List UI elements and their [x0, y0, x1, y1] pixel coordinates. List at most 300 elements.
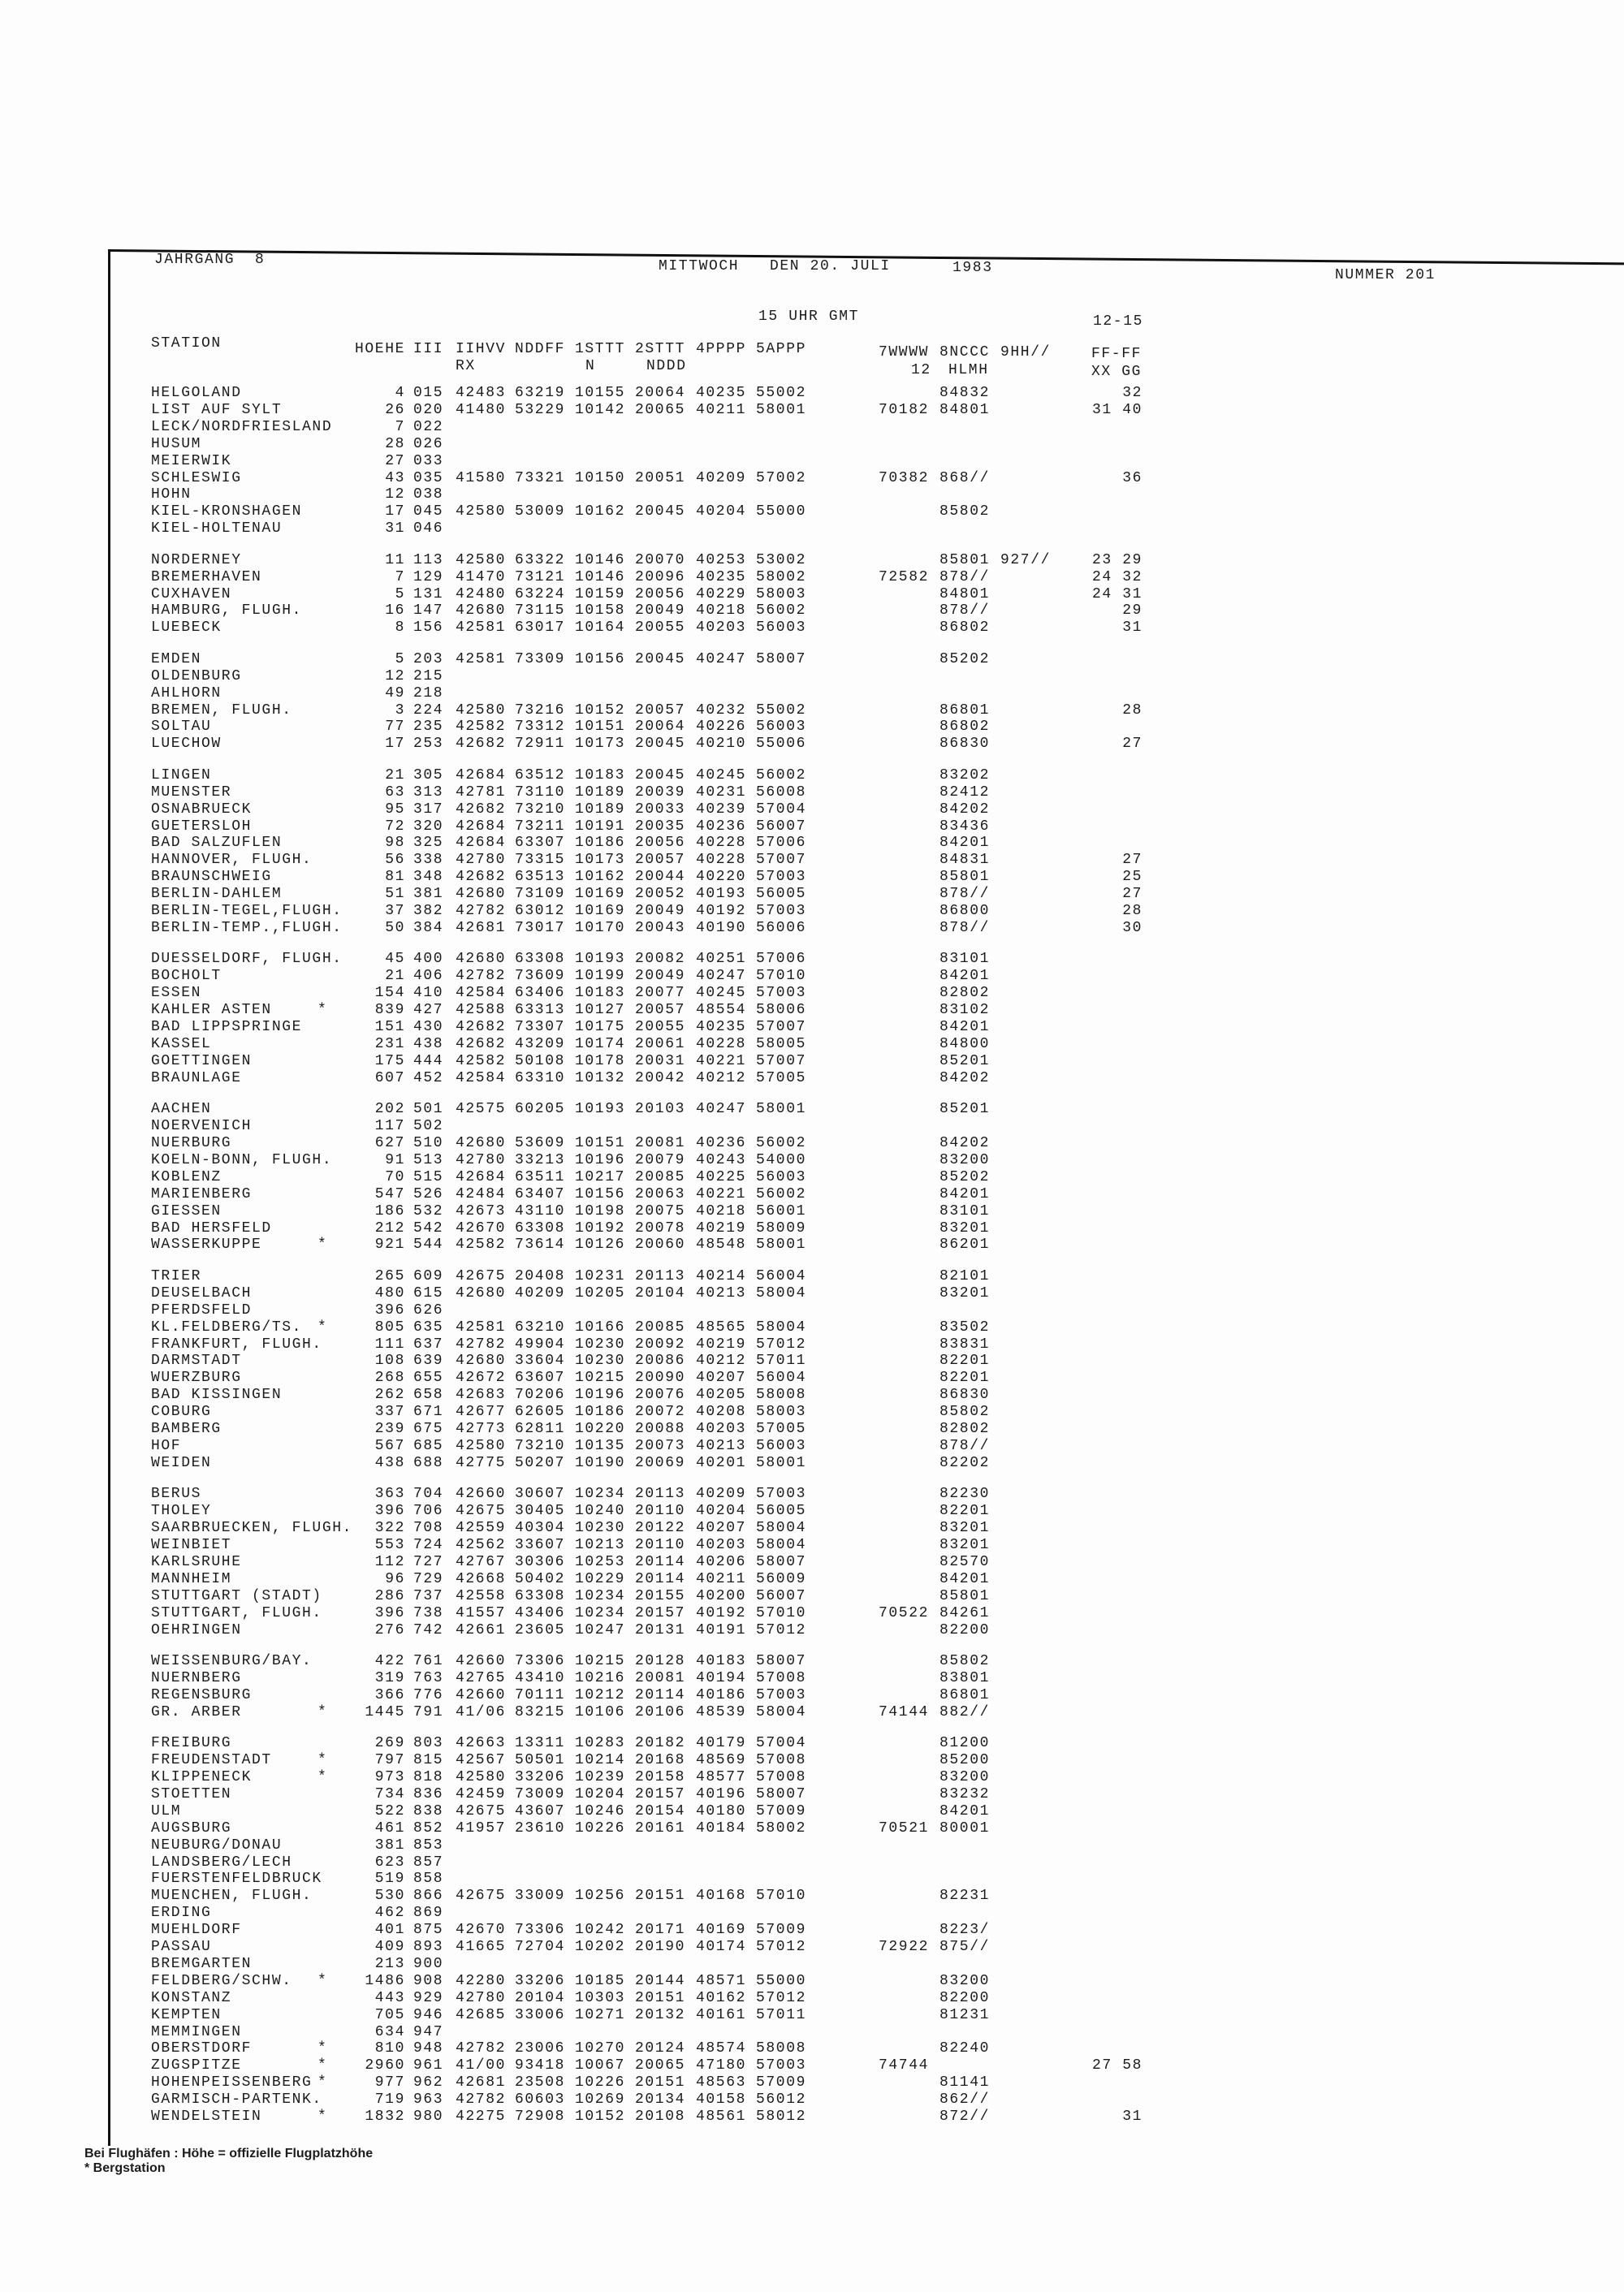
- station-name: OLDENBURG: [151, 667, 242, 684]
- table-row: [0, 1803, 1218, 1820]
- synop-group-4: 20033: [635, 801, 686, 818]
- table-row: [0, 685, 1218, 702]
- synop-group-6: 58002: [756, 1819, 807, 1837]
- station-name: MUENCHEN, FLUGH.: [151, 1888, 313, 1905]
- station-name: ZUGSPITZE: [151, 2057, 242, 2074]
- table-row: [0, 736, 1218, 753]
- station-index: 685: [413, 1437, 444, 1454]
- station-index: 400: [413, 951, 444, 968]
- cloud-group: 875//: [939, 1939, 991, 1955]
- cloud-group: 85802: [939, 1404, 991, 1421]
- cloud-group: 84801: [939, 585, 991, 602]
- synop-group-1: 42684: [456, 835, 507, 852]
- synop-group-2: 63219: [515, 385, 566, 401]
- synop-group-1: 42582: [456, 719, 507, 736]
- synop-group-1: 42575: [456, 1101, 507, 1118]
- station-name: FUERSTENFELDBRUCK: [151, 1871, 322, 1888]
- cloud-group: 83831: [939, 1336, 991, 1353]
- cloud-group: 83101: [939, 1202, 991, 1219]
- col-w8-sub: HLMH: [948, 362, 989, 378]
- station-height: 11: [385, 551, 405, 568]
- station-height: 634: [374, 2023, 405, 2040]
- synop-group-1: 42584: [456, 1069, 507, 1086]
- station-index: 727: [413, 1553, 444, 1570]
- cloud-group: 82240: [939, 2040, 991, 2057]
- station-name: SCHLESWIG: [151, 469, 242, 486]
- table-row: [0, 1053, 1218, 1070]
- station-height: 91: [385, 1151, 405, 1168]
- synop-group-2: 62811: [515, 1421, 566, 1437]
- cloud-group: 81231: [939, 2006, 991, 2023]
- station-index: 452: [413, 1069, 444, 1086]
- synop-group-2: 72908: [515, 2109, 566, 2125]
- synop-group-1: 41/06: [456, 1703, 507, 1720]
- station-index: 869: [413, 1905, 444, 1922]
- cloud-group: 84801: [939, 401, 991, 418]
- synop-group-3: 10193: [575, 951, 626, 968]
- mountain-station-mark: *: [317, 1769, 328, 1785]
- synop-group-3: 10215: [575, 1370, 626, 1387]
- synop-group-2: 63607: [515, 1370, 566, 1387]
- table-row: [0, 1554, 1218, 1571]
- synop-group-2: 43110: [515, 1202, 566, 1219]
- synop-group-6: 57012: [756, 1939, 807, 1955]
- station-name: WENDELSTEIN: [151, 2109, 262, 2125]
- mountain-station-mark: *: [317, 2074, 328, 2091]
- synop-group-1: 42661: [456, 1621, 507, 1638]
- station-name: AUGSBURG: [151, 1819, 232, 1837]
- station-height: 719: [374, 2091, 405, 2109]
- gust-values: 24 32: [1091, 568, 1142, 585]
- station-height: 530: [374, 1888, 405, 1905]
- cloud-group: 85201: [939, 1052, 991, 1069]
- synop-group-3: 10229: [575, 1570, 626, 1587]
- station-name: COBURG: [151, 1404, 212, 1421]
- col-ff: FF-FF: [1091, 346, 1142, 362]
- station-height: 4: [395, 385, 405, 401]
- synop-group-3: 10173: [575, 736, 626, 753]
- synop-group-2: 60603: [515, 2091, 566, 2109]
- col-g4: 2STTT: [635, 341, 686, 357]
- synop-group-3: 10234: [575, 1604, 626, 1621]
- synop-group-4: 20113: [635, 1486, 686, 1503]
- station-height: 231: [374, 1035, 405, 1052]
- table-row: [0, 1387, 1218, 1404]
- synop-group-6: 57003: [756, 2057, 807, 2074]
- station-height: 607: [374, 1069, 405, 1086]
- synop-group-5: 40209: [696, 1486, 747, 1503]
- table-row: [0, 1786, 1218, 1803]
- station-index: 724: [413, 1537, 444, 1553]
- synop-group-4: 20154: [635, 1802, 686, 1819]
- station-index: 637: [413, 1336, 444, 1353]
- station-index: 708: [413, 1520, 444, 1537]
- station-height: 77: [385, 719, 405, 736]
- synop-group-1: 42675: [456, 1267, 507, 1284]
- table-row: [0, 1135, 1218, 1152]
- col-w9: 9HH//: [1000, 344, 1052, 360]
- synop-group-5: 40169: [696, 1922, 747, 1939]
- station-height: 366: [374, 1686, 405, 1703]
- synop-group-6: 58012: [756, 2109, 807, 2125]
- station-height: 17: [385, 736, 405, 753]
- synop-group-4: 20081: [635, 1135, 686, 1151]
- station-height: 396: [374, 1604, 405, 1621]
- station-index: 235: [413, 719, 444, 736]
- synop-group-5: 40228: [696, 835, 747, 852]
- table-row: [0, 1871, 1218, 1888]
- synop-group-1: 42275: [456, 2109, 507, 2125]
- table-row: [0, 818, 1218, 835]
- station-name: BERLIN-DAHLEM: [151, 886, 283, 903]
- synop-group-1: 42680: [456, 951, 507, 968]
- cloud-group: 84201: [939, 1019, 991, 1035]
- synop-group-2: 73009: [515, 1785, 566, 1802]
- synop-group-2: 63511: [515, 1168, 566, 1185]
- synop-group-6: 57005: [756, 1069, 807, 1086]
- cloud-group: 83201: [939, 1520, 991, 1537]
- synop-group-3: 10196: [575, 1151, 626, 1168]
- cloud-group: 878//: [939, 602, 991, 619]
- synop-group-4: 20065: [635, 2057, 686, 2074]
- synop-group-4: 20077: [635, 985, 686, 1002]
- cloud-group: 82230: [939, 1486, 991, 1503]
- synop-group-2: 33206: [515, 1972, 566, 1989]
- station-height: 401: [374, 1922, 405, 1939]
- synop-group-2: 50402: [515, 1570, 566, 1587]
- synop-group-5: 40210: [696, 736, 747, 753]
- table-row: [0, 1837, 1218, 1854]
- synop-group-5: 48569: [696, 1752, 747, 1769]
- station-name: BREMEN, FLUGH.: [151, 701, 292, 719]
- synop-group-6: 58007: [756, 650, 807, 667]
- station-name: ESSEN: [151, 985, 202, 1002]
- gust-values: 31: [1122, 2109, 1142, 2125]
- table-row: [0, 801, 1218, 818]
- table-row: [0, 569, 1218, 586]
- synop-group-1: 42782: [456, 1336, 507, 1353]
- synop-group-4: 20045: [635, 766, 686, 783]
- station-height: 27: [385, 452, 405, 469]
- cloud-group: 84201: [939, 968, 991, 985]
- synop-group-3: 10283: [575, 1735, 626, 1752]
- synop-group-3: 10247: [575, 1621, 626, 1638]
- station-height: 31: [385, 520, 405, 537]
- synop-group-5: 40174: [696, 1939, 747, 1955]
- station-name: GUETERSLOH: [151, 818, 253, 835]
- synop-group-6: 58004: [756, 1703, 807, 1720]
- table-row: [0, 719, 1218, 736]
- synop-group-6: 56007: [756, 1587, 807, 1604]
- synop-group-1: 42681: [456, 919, 507, 936]
- station-height: 438: [374, 1454, 405, 1471]
- synop-group-1: 42660: [456, 1653, 507, 1669]
- table-row: [0, 1070, 1218, 1087]
- table-row: [0, 1605, 1218, 1622]
- station-index: 427: [413, 1002, 444, 1019]
- synop-group-3: 10189: [575, 801, 626, 818]
- synop-group-3: 10196: [575, 1387, 626, 1404]
- synop-group-1: 41/00: [456, 2057, 507, 2074]
- synop-group-2: 73609: [515, 968, 566, 985]
- station-height: 17: [385, 503, 405, 520]
- synop-group-1: 41580: [456, 469, 507, 486]
- synop-group-4: 20045: [635, 736, 686, 753]
- weather-group: 70521: [879, 1819, 930, 1837]
- station-index: 026: [413, 435, 444, 452]
- station-height: 117: [374, 1118, 405, 1135]
- synop-group-6: 57007: [756, 1019, 807, 1035]
- col-g3-sub: N: [585, 358, 596, 374]
- table-row: [0, 419, 1218, 436]
- synop-group-4: 20060: [635, 1237, 686, 1254]
- synop-group-3: 10185: [575, 1972, 626, 1989]
- synop-group-2: 73210: [515, 1437, 566, 1454]
- synop-group-2: 13311: [515, 1735, 566, 1752]
- synop-group-4: 20103: [635, 1101, 686, 1118]
- station-name: LIST AUF SYLT: [151, 401, 283, 418]
- synop-group-3: 10271: [575, 2006, 626, 2023]
- synop-group-5: 40229: [696, 585, 747, 602]
- station-height: 522: [374, 1802, 405, 1819]
- synop-group-3: 10183: [575, 985, 626, 1002]
- mountain-station-mark: *: [317, 2109, 328, 2125]
- synop-group-5: 40192: [696, 1604, 747, 1621]
- station-name: MARIENBERG: [151, 1185, 253, 1202]
- synop-group-3: 10169: [575, 903, 626, 919]
- synop-group-3: 10142: [575, 401, 626, 418]
- table-row: [0, 1455, 1218, 1472]
- synop-group-2: 93418: [515, 2057, 566, 2074]
- cloud-group: 82201: [939, 1503, 991, 1520]
- station-height: 12: [385, 667, 405, 684]
- synop-group-5: 40204: [696, 1503, 747, 1520]
- synop-group-3: 10230: [575, 1336, 626, 1353]
- station-name: LINGEN: [151, 766, 212, 783]
- synop-group-4: 20064: [635, 385, 686, 401]
- station-height: 202: [374, 1101, 405, 1118]
- synop-group-5: 40203: [696, 619, 747, 637]
- synop-group-6: 56005: [756, 886, 807, 903]
- table-row: [0, 1237, 1218, 1254]
- synop-group-5: 40201: [696, 1454, 747, 1471]
- station-name: LUECHOW: [151, 736, 222, 753]
- station-height: 443: [374, 1989, 405, 2006]
- station-name: FREIBURG: [151, 1735, 232, 1752]
- station-height: 269: [374, 1735, 405, 1752]
- synop-group-5: 40214: [696, 1267, 747, 1284]
- table-row: [0, 1353, 1218, 1370]
- synop-group-2: 49904: [515, 1336, 566, 1353]
- cloud-group: 82101: [939, 1267, 991, 1284]
- synop-group-2: 30607: [515, 1486, 566, 1503]
- station-height: 480: [374, 1284, 405, 1301]
- table-row: [0, 1653, 1218, 1670]
- table-row: [0, 1268, 1218, 1285]
- synop-group-4: 20073: [635, 1437, 686, 1454]
- cloud-group: 84800: [939, 1035, 991, 1052]
- station-name: GIESSEN: [151, 1202, 222, 1219]
- synop-group-4: 20171: [635, 1922, 686, 1939]
- synop-group-4: 20128: [635, 1653, 686, 1669]
- synop-group-4: 20124: [635, 2040, 686, 2057]
- cloud-group: 868//: [939, 469, 991, 486]
- synop-group-1: 42580: [456, 503, 507, 520]
- gust-values: 32: [1122, 385, 1142, 401]
- table-row: [0, 1537, 1218, 1554]
- synop-group-5: 40236: [696, 1135, 747, 1151]
- table-row: [0, 1670, 1218, 1687]
- table-row: [0, 1571, 1218, 1588]
- station-index: 438: [413, 1035, 444, 1052]
- synop-group-1: 42581: [456, 1319, 507, 1336]
- synop-group-6: 57007: [756, 852, 807, 869]
- station-index: 929: [413, 1989, 444, 2006]
- table-row: [0, 668, 1218, 685]
- station-index: 218: [413, 684, 444, 701]
- synop-group-5: 40221: [696, 1052, 747, 1069]
- station-name: BERLIN-TEGEL,FLUGH.: [151, 903, 343, 919]
- station-name: BAD LIPPSPRINGE: [151, 1019, 303, 1035]
- station-index: 838: [413, 1802, 444, 1819]
- station-name: AACHEN: [151, 1101, 212, 1118]
- synop-group-4: 20106: [635, 1703, 686, 1720]
- table-row: [0, 1118, 1218, 1135]
- synop-group-3: 10183: [575, 766, 626, 783]
- synop-group-2: 33009: [515, 1888, 566, 1905]
- station-index: 381: [413, 886, 444, 903]
- synop-group-5: 48577: [696, 1769, 747, 1785]
- synop-group-6: 57010: [756, 968, 807, 985]
- synop-group-1: 42660: [456, 1686, 507, 1703]
- synop-group-4: 20104: [635, 1284, 686, 1301]
- station-index: 738: [413, 1604, 444, 1621]
- station-height: 5: [395, 585, 405, 602]
- synop-group-5: 40213: [696, 1437, 747, 1454]
- synop-group-5: 40253: [696, 551, 747, 568]
- synop-group-1: 42682: [456, 736, 507, 753]
- gust-values: 27: [1122, 736, 1142, 753]
- synop-group-6: 56003: [756, 619, 807, 637]
- weather-group: 70522: [879, 1604, 930, 1621]
- synop-group-2: 23006: [515, 2040, 566, 2057]
- table-row: [0, 1503, 1218, 1520]
- table-row: [0, 2040, 1218, 2057]
- station-index: 688: [413, 1454, 444, 1471]
- station-name: LANDSBERG/LECH: [151, 1854, 292, 1871]
- synop-group-3: 10155: [575, 385, 626, 401]
- synop-group-1: 42670: [456, 1219, 507, 1237]
- year: 1983: [952, 260, 993, 276]
- synop-group-6: 58001: [756, 401, 807, 418]
- extra-group: 927//: [1000, 551, 1052, 568]
- col-w7-sub: 12: [911, 362, 931, 378]
- station-index: 852: [413, 1819, 444, 1837]
- station-height: 627: [374, 1135, 405, 1151]
- synop-group-3: 10162: [575, 869, 626, 886]
- station-name: HOHENPEISSENBERG: [151, 2074, 313, 2091]
- station-height: 265: [374, 1267, 405, 1284]
- synop-group-2: 73614: [515, 1237, 566, 1254]
- synop-group-4: 20056: [635, 835, 686, 852]
- station-name: BRAUNLAGE: [151, 1069, 242, 1086]
- gust-values: 29: [1122, 602, 1142, 619]
- synop-group-2: 63313: [515, 1002, 566, 1019]
- synop-group-5: 40225: [696, 1168, 747, 1185]
- synop-group-3: 10127: [575, 1002, 626, 1019]
- synop-group-4: 20151: [635, 1888, 686, 1905]
- weather-group: 70182: [879, 401, 930, 418]
- synop-group-5: 40220: [696, 869, 747, 886]
- synop-group-6: 58002: [756, 568, 807, 585]
- station-name: STUTTGART (STADT): [151, 1587, 322, 1604]
- station-index: 947: [413, 2023, 444, 2040]
- weekday: MITTWOCH: [659, 258, 740, 274]
- cloud-group: 878//: [939, 568, 991, 585]
- cloud-group: 81141: [939, 2074, 991, 2091]
- table-row: [0, 1769, 1218, 1786]
- synop-group-3: 10202: [575, 1939, 626, 1955]
- mountain-station-mark: *: [317, 2040, 328, 2057]
- gust-values: 27: [1122, 886, 1142, 903]
- synop-group-6: 57010: [756, 1888, 807, 1905]
- synop-group-1: 42483: [456, 385, 507, 401]
- synop-group-5: 40239: [696, 801, 747, 818]
- synop-group-4: 20057: [635, 701, 686, 719]
- station-name: BOCHOLT: [151, 968, 222, 985]
- station-index: 675: [413, 1421, 444, 1437]
- table-row: [0, 1019, 1218, 1036]
- cloud-group: 85200: [939, 1752, 991, 1769]
- synop-group-5: 40235: [696, 385, 747, 401]
- station-name: MEIERWIK: [151, 452, 232, 469]
- synop-group-4: 20157: [635, 1785, 686, 1802]
- station-index: 815: [413, 1752, 444, 1769]
- synop-group-6: 57004: [756, 1735, 807, 1752]
- synop-group-6: 58004: [756, 1537, 807, 1553]
- station-height: 519: [374, 1871, 405, 1888]
- synop-group-1: 42680: [456, 886, 507, 903]
- station-index: 113: [413, 551, 444, 568]
- synop-group-1: 42682: [456, 869, 507, 886]
- synop-group-5: 40184: [696, 1819, 747, 1837]
- synop-group-3: 10226: [575, 2074, 626, 2091]
- station-index: 544: [413, 1237, 444, 1254]
- synop-group-6: 58004: [756, 1520, 807, 1537]
- cloud-group: 882//: [939, 1703, 991, 1720]
- cloud-group: 878//: [939, 919, 991, 936]
- synop-group-6: 56012: [756, 2091, 807, 2109]
- synop-group-4: 20079: [635, 1151, 686, 1168]
- station-name: HANNOVER, FLUGH.: [151, 852, 313, 869]
- synop-group-6: 57003: [756, 1486, 807, 1503]
- station-height: 21: [385, 968, 405, 985]
- station-height: 63: [385, 783, 405, 801]
- synop-group-5: 40247: [696, 650, 747, 667]
- synop-group-5: 40186: [696, 1686, 747, 1703]
- cloud-group: 83232: [939, 1785, 991, 1802]
- station-height: 50: [385, 919, 405, 936]
- synop-group-2: 20104: [515, 1989, 566, 2006]
- station-name: OEHRINGEN: [151, 1621, 242, 1638]
- synop-group-5: 40183: [696, 1653, 747, 1669]
- station-name: STOETTEN: [151, 1785, 232, 1802]
- station-height: 72: [385, 818, 405, 835]
- synop-group-4: 20110: [635, 1503, 686, 1520]
- station-name: MUEHLDORF: [151, 1922, 242, 1939]
- synop-group-2: 63210: [515, 1319, 566, 1336]
- col-g1-sub: RX: [456, 358, 476, 374]
